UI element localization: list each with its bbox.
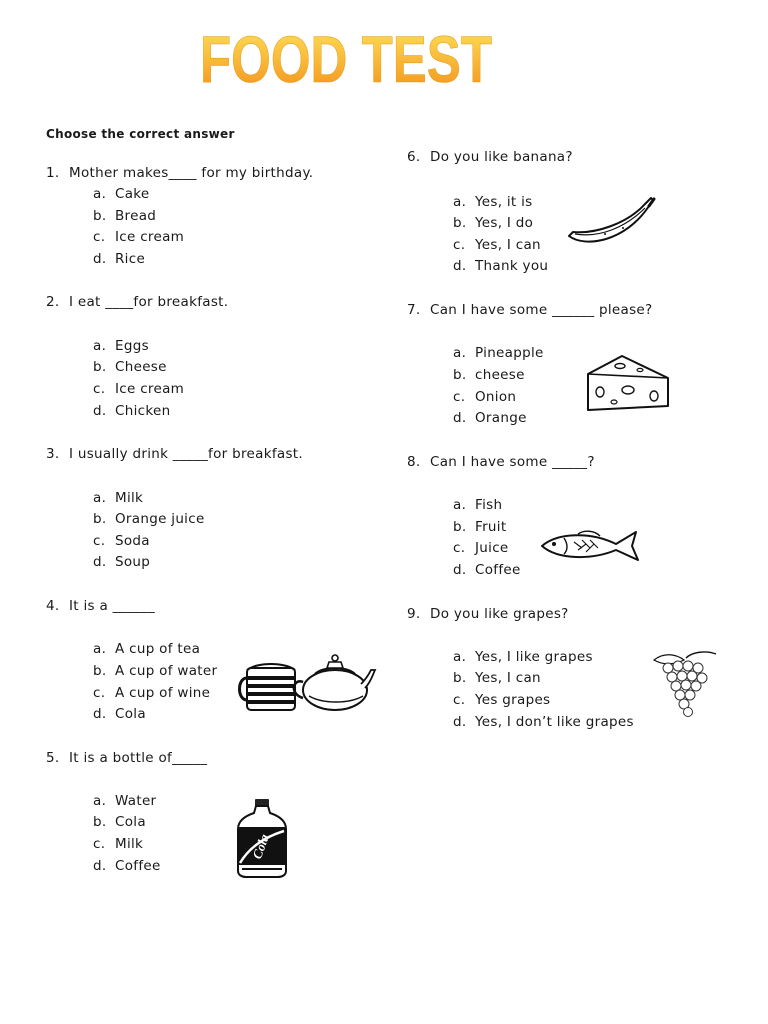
banana-icon <box>565 196 657 250</box>
option-4a[interactable]: a. A cup of tea <box>93 641 201 657</box>
bottle-label: Cola <box>249 832 272 861</box>
question-5 <box>46 750 207 766</box>
option-2a[interactable]: a. Eggs <box>93 338 149 354</box>
option-4c[interactable]: c. A cup of wine <box>93 685 211 701</box>
option-5c[interactable]: c. Milk <box>93 836 144 852</box>
question-text: Do you like grapes? <box>430 606 569 622</box>
question-3 <box>46 446 303 462</box>
option-8c[interactable]: c. Juice <box>453 540 509 556</box>
question-number: 6. <box>407 149 421 165</box>
title-text: FOOD TEST <box>200 22 492 96</box>
option-8d[interactable]: d. Coffee <box>453 562 521 578</box>
question-text: It is a bottle of_____ <box>69 750 208 766</box>
option-7a[interactable]: a. Pineapple <box>453 345 544 361</box>
question-text: Can I have some _____? <box>430 454 595 470</box>
question-text: Mother makes____ for my birthday. <box>69 165 314 181</box>
instruction-text: Choose the correct answer <box>46 127 235 141</box>
question-number: 8. <box>407 454 421 470</box>
option-9a[interactable]: a. Yes, I like grapes <box>453 649 593 665</box>
teapot-cup-icon <box>237 648 377 714</box>
question-number: 4. <box>46 598 60 614</box>
question-text: Can I have some ______ please? <box>430 302 653 318</box>
question-text: I eat ____for breakfast. <box>69 294 229 310</box>
option-7c[interactable]: c. Onion <box>453 389 517 405</box>
question-text: I usually drink _____for breakfast. <box>69 446 303 462</box>
option-1d[interactable]: d. Rice <box>93 251 146 267</box>
question-number: 1. <box>46 165 60 181</box>
question-8 <box>407 454 595 470</box>
option-4d[interactable]: d. Cola <box>93 706 146 722</box>
option-1c[interactable]: c. Ice cream <box>93 229 185 245</box>
question-6 <box>407 149 573 165</box>
question-1 <box>46 165 313 181</box>
question-9 <box>407 606 569 622</box>
option-2c[interactable]: c. Ice cream <box>93 381 185 397</box>
option-7d[interactable]: d. Orange <box>453 410 527 426</box>
question-number: 9. <box>407 606 421 622</box>
option-3d[interactable]: d. Soup <box>93 554 151 570</box>
question-2 <box>46 294 228 310</box>
option-6b[interactable]: b. Yes, I do <box>453 215 534 231</box>
worksheet-title <box>196 22 496 94</box>
question-number: 3. <box>46 446 60 462</box>
question-number: 2. <box>46 294 60 310</box>
option-8a[interactable]: a. Fish <box>453 497 503 513</box>
question-number: 5. <box>46 750 60 766</box>
option-7b[interactable]: b. cheese <box>453 367 525 383</box>
option-4b[interactable]: b. A cup of water <box>93 663 218 679</box>
option-9c[interactable]: c. Yes grapes <box>453 692 551 708</box>
cheese-icon <box>584 352 672 414</box>
question-text: Do you like banana? <box>430 149 573 165</box>
option-3b[interactable]: b. Orange juice <box>93 511 205 527</box>
option-9d[interactable]: d. Yes, I don’t like grapes <box>453 714 634 730</box>
question-number: 7. <box>407 302 421 318</box>
option-6a[interactable]: a. Yes, it is <box>453 194 533 210</box>
option-6c[interactable]: c. Yes, I can <box>453 237 541 253</box>
option-5a[interactable]: a. Water <box>93 793 157 809</box>
option-9b[interactable]: b. Yes, I can <box>453 670 541 686</box>
option-8b[interactable]: b. Fruit <box>453 519 507 535</box>
title-svg <box>196 22 496 94</box>
option-2d[interactable]: d. Chicken <box>93 403 171 419</box>
question-4 <box>46 598 155 614</box>
option-6d[interactable]: d. Thank you <box>453 258 549 274</box>
option-1a[interactable]: a. Cake <box>93 186 150 202</box>
fish-icon <box>538 526 644 566</box>
cola-bottle-icon <box>234 797 290 879</box>
option-3c[interactable]: c. Soda <box>93 533 150 549</box>
option-5d[interactable]: d. Coffee <box>93 858 161 874</box>
option-2b[interactable]: b. Cheese <box>93 359 167 375</box>
option-5b[interactable]: b. Cola <box>93 814 146 830</box>
option-1b[interactable]: b. Bread <box>93 208 157 224</box>
grapes-icon <box>650 648 722 720</box>
question-text: It is a ______ <box>69 598 155 614</box>
question-7 <box>407 302 652 318</box>
option-3a[interactable]: a. Milk <box>93 490 144 506</box>
